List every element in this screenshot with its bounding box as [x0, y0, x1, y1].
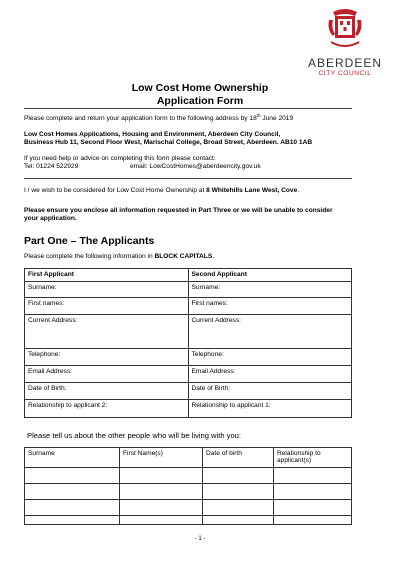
aberdeen-city-council-logo	[305, 6, 385, 78]
occupant-cell[interactable]	[120, 468, 203, 484]
date-of-birth-header: Date of birth	[203, 448, 274, 468]
occupant-cell[interactable]	[25, 500, 120, 516]
first-dob-field[interactable]: Date of Birth:	[25, 383, 189, 400]
warning-line-1: Please ensure you enclose all information requested in Part Three or we will be unable to consider	[24, 207, 333, 214]
occupant-cell[interactable]	[120, 484, 203, 500]
table-row	[25, 468, 352, 484]
table-row	[25, 315, 352, 349]
occupant-cell[interactable]	[203, 484, 274, 500]
first-names-header: First Name(s)	[120, 448, 203, 468]
consider-statement: I / we wish to be considered for Low Cost Home Ownership at 8 Whitehills Lane West, Cove.	[24, 187, 300, 194]
second-surname-field[interactable]: Surname:	[188, 282, 352, 298]
table-row	[25, 366, 352, 383]
first-telephone-field[interactable]: Telephone:	[25, 349, 189, 366]
divider	[24, 108, 352, 109]
first-firstnames-field[interactable]: First names:	[25, 298, 189, 315]
table-row	[25, 500, 352, 516]
first-applicant-header: First Applicant	[25, 269, 189, 282]
occupant-cell[interactable]	[25, 516, 120, 525]
part-one-instruction: Please complete the following information in BLOCK CAPITALS.	[24, 253, 215, 260]
occupant-cell[interactable]	[120, 516, 203, 525]
first-email-field[interactable]: Email Address:	[25, 366, 189, 383]
table-row	[25, 383, 352, 400]
second-relationship-field[interactable]: Relationship to applicant 1:	[188, 400, 352, 418]
occupant-cell[interactable]	[203, 468, 274, 484]
occupant-cell[interactable]	[274, 500, 352, 516]
table-row	[25, 282, 352, 298]
table-row	[25, 298, 352, 315]
form-subtitle: Application Form	[156, 95, 244, 107]
first-address-field[interactable]: Current Address:	[25, 315, 189, 349]
second-applicant-header: Second Applicant	[188, 269, 352, 282]
table-row	[25, 516, 352, 525]
other-occupants-prompt: Please tell us about the other people who will be living with you:	[27, 431, 242, 440]
surname-header: Surname	[25, 448, 120, 468]
second-dob-field[interactable]: Date of Birth:	[188, 383, 352, 400]
city-crest-icon	[325, 6, 365, 50]
table-row	[25, 400, 352, 418]
address-line-2: Business Hub 11, Second Floor West, Marischal College, Broad Street, Aberdeen. AB10 1AB	[24, 139, 313, 146]
first-relationship-field[interactable]: Relationship to applicant 2:	[25, 400, 189, 418]
second-firstnames-field[interactable]: First names:	[188, 298, 352, 315]
logo-subtitle: CITY COUNCIL	[318, 70, 372, 77]
occupant-cell[interactable]	[274, 468, 352, 484]
applicants-table	[24, 268, 352, 418]
second-email-field[interactable]: Email Address:	[188, 366, 352, 383]
contact-email[interactable]: email: LowCostHomes@aberdeencity.gov.uk	[130, 163, 261, 170]
divider	[24, 178, 352, 179]
help-text: If you need help or advice on completing this form please contact:	[24, 155, 216, 162]
table-row	[25, 349, 352, 366]
occupant-cell[interactable]	[274, 484, 352, 500]
part-one-heading: Part One – The Applicants	[24, 235, 155, 247]
other-occupants-table	[24, 447, 352, 525]
occupant-cell[interactable]	[25, 484, 120, 500]
contact-tel: Tel: 01224 522929	[24, 163, 79, 170]
relationship-header: Relationship to applicant(s)	[274, 448, 352, 468]
table-row	[25, 484, 352, 500]
table-header-row	[25, 269, 352, 282]
warning-line-2: your application.	[24, 215, 77, 222]
second-telephone-field[interactable]: Telephone:	[188, 349, 352, 366]
occupant-cell[interactable]	[203, 516, 274, 525]
property-address: 8 Whitehills Lane West, Cove	[206, 187, 298, 194]
intro-text: Please complete and return your application form to the following address by 18th June 2019	[24, 113, 294, 122]
logo-name: ABERDEEN	[307, 56, 383, 70]
second-address-field[interactable]: Current Address:	[188, 315, 352, 349]
page-number: - 1 -	[194, 536, 206, 542]
occupant-cell[interactable]	[203, 500, 274, 516]
form-title: Low Cost Home Ownership	[131, 82, 269, 94]
occupant-cell[interactable]	[274, 516, 352, 525]
occupant-cell[interactable]	[120, 500, 203, 516]
occupant-cell[interactable]	[25, 468, 120, 484]
table-header-row	[25, 448, 352, 468]
address-line-1: Low Cost Homes Applications, Housing and Environment, Aberdeen City Council,	[24, 131, 281, 138]
first-surname-field[interactable]: Surname:	[25, 282, 189, 298]
